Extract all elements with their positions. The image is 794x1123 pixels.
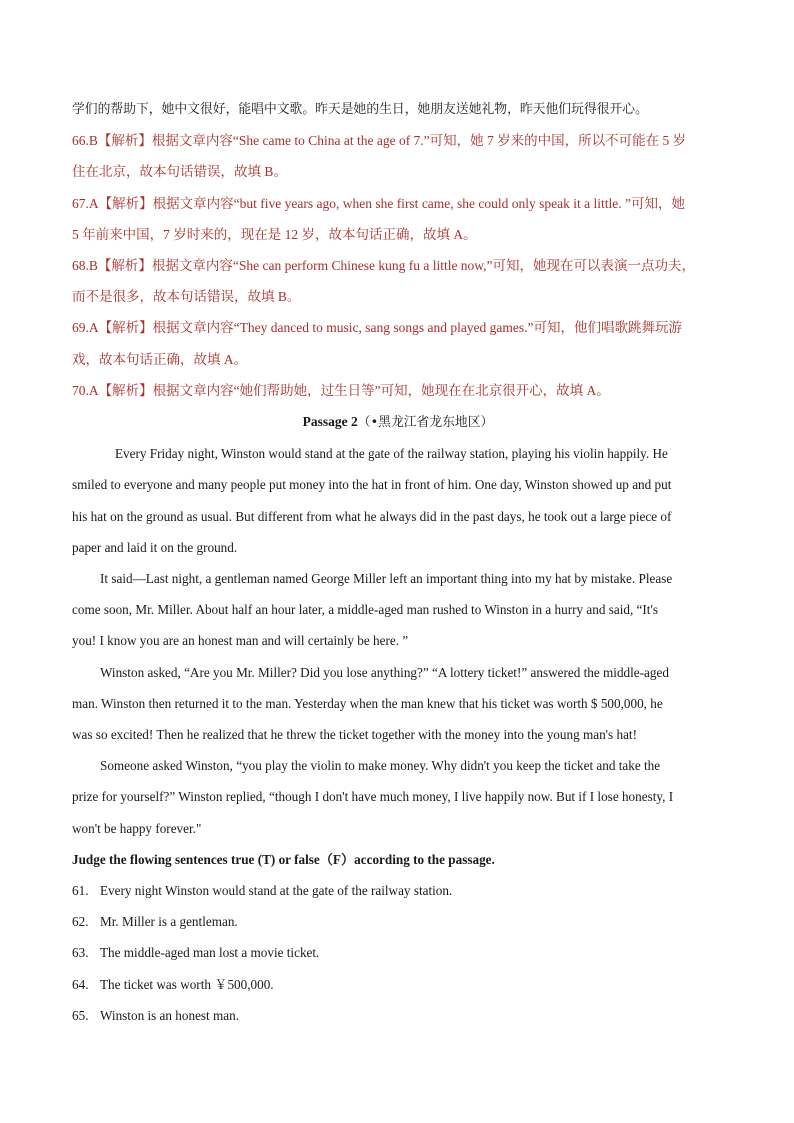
paragraph-line: smiled to everyone and many people put money into the hat in front of him. One day, Winston showed up and put: [72, 477, 672, 493]
answer-line: 66.B【解析】根据文章内容“She came to China at the age of 7.”可知，她 7 岁来的中国，所以不可能在 5 岁: [72, 133, 687, 149]
passage-title: [72, 406, 724, 438]
paragraph-4: [72, 750, 724, 844]
answer-line: 67.A【解析】根据文章内容“but five years ago, when she first came, she could only speak it a little. ”可知，她: [72, 195, 685, 211]
paragraph-line: man. Winston then returned it to the man. Yesterday when the man knew that his ticket was worth $ 500,000, he: [72, 695, 663, 711]
answer-line: 70.A【解析】根据文章内容“她们帮助她，过生日等”可知，她现在在北京很开心，故填 A。: [72, 382, 610, 398]
paragraph-line: you! I know you are an honest man and will certainly be here. ”: [72, 633, 409, 649]
question-number: 64.: [72, 976, 89, 992]
question-number: 65.: [72, 1007, 89, 1023]
paragraph-line: Winston asked, “Are you Mr. Miller? Did you lose anything?” “A lottery ticket!” answered the middle-aged: [100, 664, 669, 680]
answer-line: 69.A【解析】根据文章内容“They danced to music, sang songs and played games.”可知，他们唱歌跳舞玩游: [72, 320, 683, 336]
question-number: 63.: [72, 945, 89, 961]
answer-line: 戏，故本句话正确，故填 A。: [72, 351, 248, 367]
answer-line: 住在北京，故本句话错误，故填 B。: [72, 164, 287, 180]
paragraph-line: his hat on the ground as usual. But different from what he always did in the past days, he took out a large piece of: [72, 508, 672, 524]
question-62: [72, 906, 724, 937]
answer-66: [72, 125, 724, 187]
question-number: 61.: [72, 883, 89, 899]
question-text: Winston is an honest man.: [100, 1007, 240, 1023]
paragraph-line: was so excited! Then he realized that he threw the ticket together with the money into the young man's hat!: [72, 727, 637, 743]
paragraph-line: Someone asked Winston, “you play the violin to make money. Why didn't you keep the ticket and take the: [100, 758, 661, 774]
passage-title-text: Passage 2: [302, 414, 358, 430]
paragraph-2: [72, 563, 724, 657]
answer-68: [72, 250, 724, 312]
paragraph-1: [72, 438, 724, 563]
question-64: [72, 969, 724, 1000]
answer-line: 5 年前来中国，7 岁时来的，现在是 12 岁，故本句话正确，故填 A。: [72, 226, 477, 242]
question-text: The middle-aged man lost a movie ticket.: [100, 945, 320, 961]
paragraph-3: [72, 657, 724, 751]
answer-70: [72, 375, 724, 406]
answer-69: [72, 312, 724, 374]
question-text: Every night Winston would stand at the gate of the railway station.: [100, 883, 453, 899]
document-page: [72, 94, 724, 1031]
paragraph-line: Every Friday night, Winston would stand at the gate of the railway station, playing his violin happily. He: [115, 446, 668, 462]
answers-intro: 学们的帮助下，她中文很好，能唱中文歌。昨天是她的生日，她朋友送她礼物，昨天他们玩得很开心。: [72, 102, 648, 117]
question-61: [72, 875, 724, 906]
paragraph-line: It said—Last night, a gentleman named George Miller left an important thing into my hat by mistake. Please: [100, 571, 673, 587]
question-instruction: Judge the flowing sentences true (T) or false（F）according to the passage.: [72, 851, 495, 867]
answer-line: 而不是很多，故本句话错误，故填 B。: [72, 289, 301, 305]
paragraph-line: paper and laid it on the ground.: [72, 539, 238, 555]
question-65: [72, 1000, 724, 1031]
question-text: The ticket was worth ￥500,000.: [100, 976, 274, 992]
answer-line: 68.B【解析】根据文章内容“She can perform Chinese kung fu a little now,”可知，她现在可以表演一点功夫，: [72, 258, 696, 274]
answer-67: [72, 188, 724, 250]
paragraph-line: won't be happy forever.": [72, 820, 202, 836]
question-63: [72, 937, 724, 968]
passage-source: （•黑龙江省龙东地区）: [357, 415, 494, 431]
question-text: Mr. Miller is a gentleman.: [100, 914, 238, 930]
question-number: 62.: [72, 914, 89, 930]
paragraph-line: come soon, Mr. Miller. About half an hour later, a middle-aged man rushed to Winston in a hurry and said, “It's: [72, 602, 658, 618]
question-list: [72, 875, 724, 1031]
paragraph-line: prize for yourself?” Winston replied, “though I don't have much money, I live happily now. But if I lose honesty, I: [72, 789, 674, 805]
